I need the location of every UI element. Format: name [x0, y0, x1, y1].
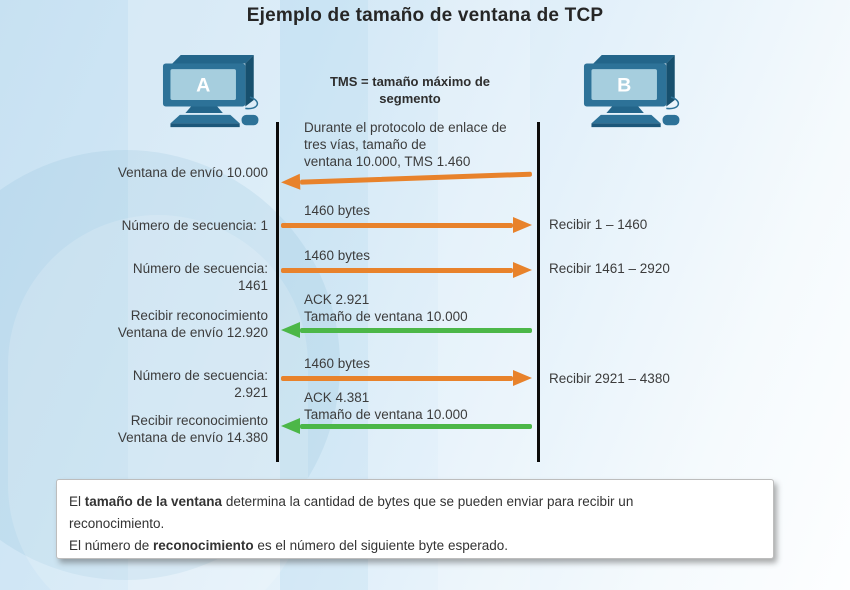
computer-icon-b — [569, 52, 700, 132]
receiver-label-1-1460: Recibir 1 – 1460 — [549, 217, 648, 232]
arrowhead-icon — [281, 418, 300, 434]
message-line: 1460 bytes — [304, 248, 371, 263]
message-line: ACK 2.921 — [304, 292, 370, 307]
message-line: Tamaño de ventana 10.000 — [304, 407, 468, 422]
message-line: ventana 10.000, TMS 1.460 — [304, 154, 471, 169]
arrow-shaft — [281, 268, 513, 273]
arrow-shaft — [300, 424, 532, 429]
message-line: Tamaño de ventana 10.000 — [304, 309, 468, 324]
message-line: 1460 bytes — [304, 203, 371, 218]
page-title: Ejemplo de tamaño de ventana de TCP — [246, 5, 604, 26]
arrow-shaft — [281, 223, 513, 228]
label-line: Ventana de envío 14.380 — [117, 430, 268, 445]
label-line: Número de secuencia: — [132, 368, 268, 383]
host-b — [569, 52, 700, 132]
note-box — [56, 479, 774, 559]
arrowhead-icon — [513, 217, 532, 233]
timeline-host-a — [276, 122, 279, 462]
note-text: El tamaño de la ventana determina la cantidad de bytes que se pueden enviar para recibir un reconocimiento. El número de reconocimiento es el número del siguiente byte esperado. — [69, 494, 634, 553]
message-line: 1460 bytes — [304, 356, 371, 371]
receiver-label-1461-2920: Recibir 1461 – 2920 — [549, 261, 670, 276]
label-line: Ventana de envío 12.920 — [117, 325, 268, 340]
message-4-arrow-left — [281, 322, 532, 338]
arrow-shaft — [281, 376, 513, 381]
label-line: Recibir reconocimiento — [130, 413, 268, 428]
sender-label-ack-window-12920 — [18, 307, 268, 341]
sender-label-seq-1 — [18, 217, 268, 234]
tms-legend — [300, 73, 520, 107]
message-3-arrow-right — [281, 262, 532, 278]
message-4-text — [304, 291, 539, 325]
label-line: Recibir reconocimiento — [130, 308, 268, 323]
label-line: 1461 — [237, 278, 268, 293]
label-line: Número de secuencia: — [132, 261, 268, 276]
tms-legend-line2: segmento — [379, 91, 441, 106]
host-a-label: A — [196, 74, 211, 97]
arrow-shaft — [300, 171, 532, 184]
arrowhead-icon — [513, 370, 532, 386]
arrow-shaft — [300, 328, 532, 333]
label-line: Número de secuencia: 1 — [121, 218, 268, 233]
host-b-label: B — [617, 74, 632, 97]
sender-label-seq-2921 — [18, 367, 268, 401]
sender-label-send-window-10000 — [18, 164, 268, 181]
arrowhead-icon — [281, 322, 300, 338]
receiver-label-2921-4380: Recibir 2921 – 4380 — [549, 371, 670, 386]
message-1-text — [304, 119, 539, 170]
message-line: tres vías, tamaño de — [304, 137, 427, 152]
label-line: Ventana de envío 10.000 — [117, 165, 268, 180]
arrowhead-icon — [513, 262, 532, 278]
message-line: ACK 4.381 — [304, 390, 370, 405]
sender-label-seq-1461 — [18, 260, 268, 294]
label-line: 2.921 — [234, 385, 268, 400]
message-2-arrow-right — [281, 217, 532, 233]
message-line: Durante el protocolo de enlace de — [304, 120, 507, 135]
computer-icon-a — [148, 52, 279, 132]
message-5-arrow-right — [281, 370, 532, 386]
arrowhead-icon — [281, 174, 301, 191]
message-6-arrow-left — [281, 418, 532, 434]
sender-label-ack-window-14380 — [18, 412, 268, 446]
host-a — [148, 52, 279, 132]
tms-legend-line1: TMS = tamaño máximo de — [329, 74, 490, 89]
